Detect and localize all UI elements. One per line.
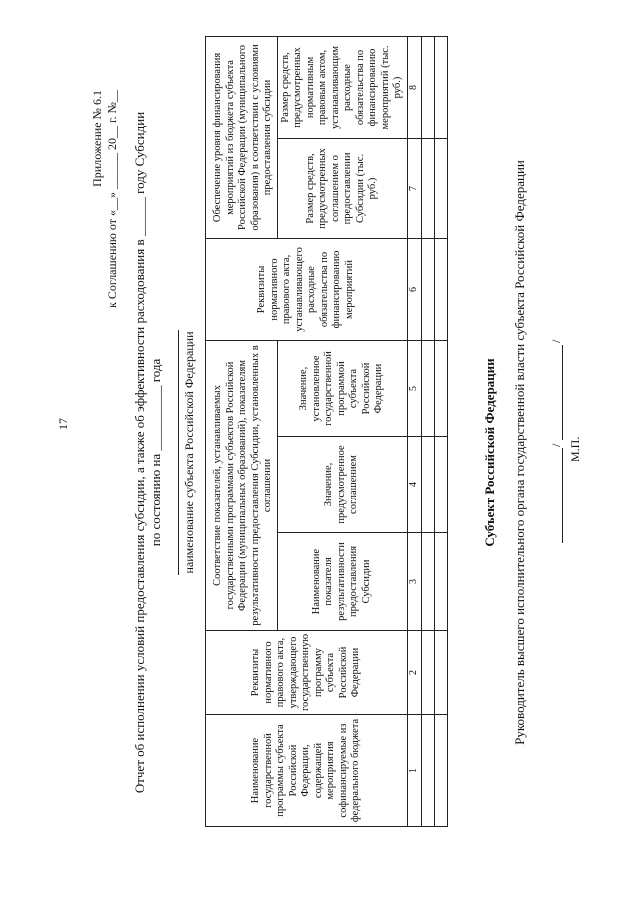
table-cell [434, 533, 447, 631]
report-table [205, 36, 448, 827]
table-cell [421, 631, 434, 715]
table-cell [421, 437, 434, 533]
region-name-underline [178, 330, 179, 575]
header-agreement-value: Значение, предусмотренное соглашением [277, 437, 407, 533]
header-act-funds: Размер средств, предусмотренных нормативным правовым актом, устанавливающим расходные обязательства по финансированию мероприятий (тыс. руб.) [277, 36, 407, 138]
signature-separator: / [549, 443, 563, 447]
column-number: 3 [407, 533, 421, 631]
appendix-line-2: к Соглашению от «__» ______ 20__ г. №__ [105, 90, 119, 308]
header-financing-group: Обеспечение уровня финансирования мероприятий из бюджета субъекта Российской Федерации (муниципального образования) в соответствии с условиями предоставления субсидии [206, 36, 278, 238]
report-title [132, 0, 164, 905]
signature-line [562, 448, 563, 543]
table-cell [421, 138, 434, 238]
table-cell [434, 138, 447, 238]
table-cell [434, 36, 447, 138]
header-program-name: Наименование государственной программы субъекта Российской Федерации, содержащей мероприятия софинансируемые из федерального бюджета [206, 715, 408, 827]
header-indicators-group: Соответствие показателей, устанавливаемых государственными программами субъектов Российской Федерации (муниципальных образований), показателям результативности предоставления Субсидии, установленных в соглашении [206, 340, 278, 630]
signer-title: Руководитель высшего исполнительного органа государственной власти субъекта Российской Федерации [512, 160, 527, 745]
column-number: 5 [407, 340, 421, 436]
column-number-row [407, 36, 421, 826]
header-agreement-funds: Размер средств, предусмотренных соглашением о предоставлении Субсидии (тыс. руб.) [277, 138, 407, 238]
signature-separator: / [549, 339, 563, 343]
stamp-place: М.П. [568, 436, 582, 462]
report-title-line-1: Отчет об исполнении условий предоставления субсидии, а также об эффективности расходования в ______ году Субсидии [132, 111, 147, 794]
table-cell [421, 715, 434, 827]
appendix-reference [90, 90, 120, 308]
table-cell [421, 36, 434, 138]
header-obligation-act: Реквизиты нормативного правового акта, устанавливающего расходные обязательства по финансированию мероприятий [206, 238, 408, 340]
table-cell [421, 533, 434, 631]
table-cell [421, 340, 434, 436]
table-cell [434, 238, 447, 340]
table-cell [434, 437, 447, 533]
table-cell [421, 238, 434, 340]
column-number: 4 [407, 437, 421, 533]
table-row [421, 36, 434, 826]
column-number: 1 [407, 715, 421, 827]
name-line [562, 345, 563, 440]
signer-entity: Субъект Российской Федерации [482, 358, 497, 547]
column-number: 6 [407, 238, 421, 340]
table-cell [434, 631, 447, 715]
column-number: 2 [407, 631, 421, 715]
header-program-act: Реквизиты нормативного правового акта, утверждающего государственную программу субъекта Российской Федерации [206, 631, 408, 715]
appendix-line-1: Приложение № 6.1 [90, 90, 104, 187]
table-header-row-1 [206, 36, 278, 826]
column-number: 8 [407, 36, 421, 138]
table-cell [434, 340, 447, 436]
header-program-value: Значение, установленное государственной программой субъекта Российской Федерации [277, 340, 407, 436]
region-name-caption: наименование субъекта Российской Федерации [182, 331, 196, 574]
report-title-line-2: по состоянию на __________ года [148, 358, 163, 547]
page-number: 17 [56, 418, 70, 430]
table-cell [434, 715, 447, 827]
table-row [434, 36, 447, 826]
column-number: 7 [407, 138, 421, 238]
header-indicator-name: Наименование показателя результативности предоставления Субсидии [277, 533, 407, 631]
